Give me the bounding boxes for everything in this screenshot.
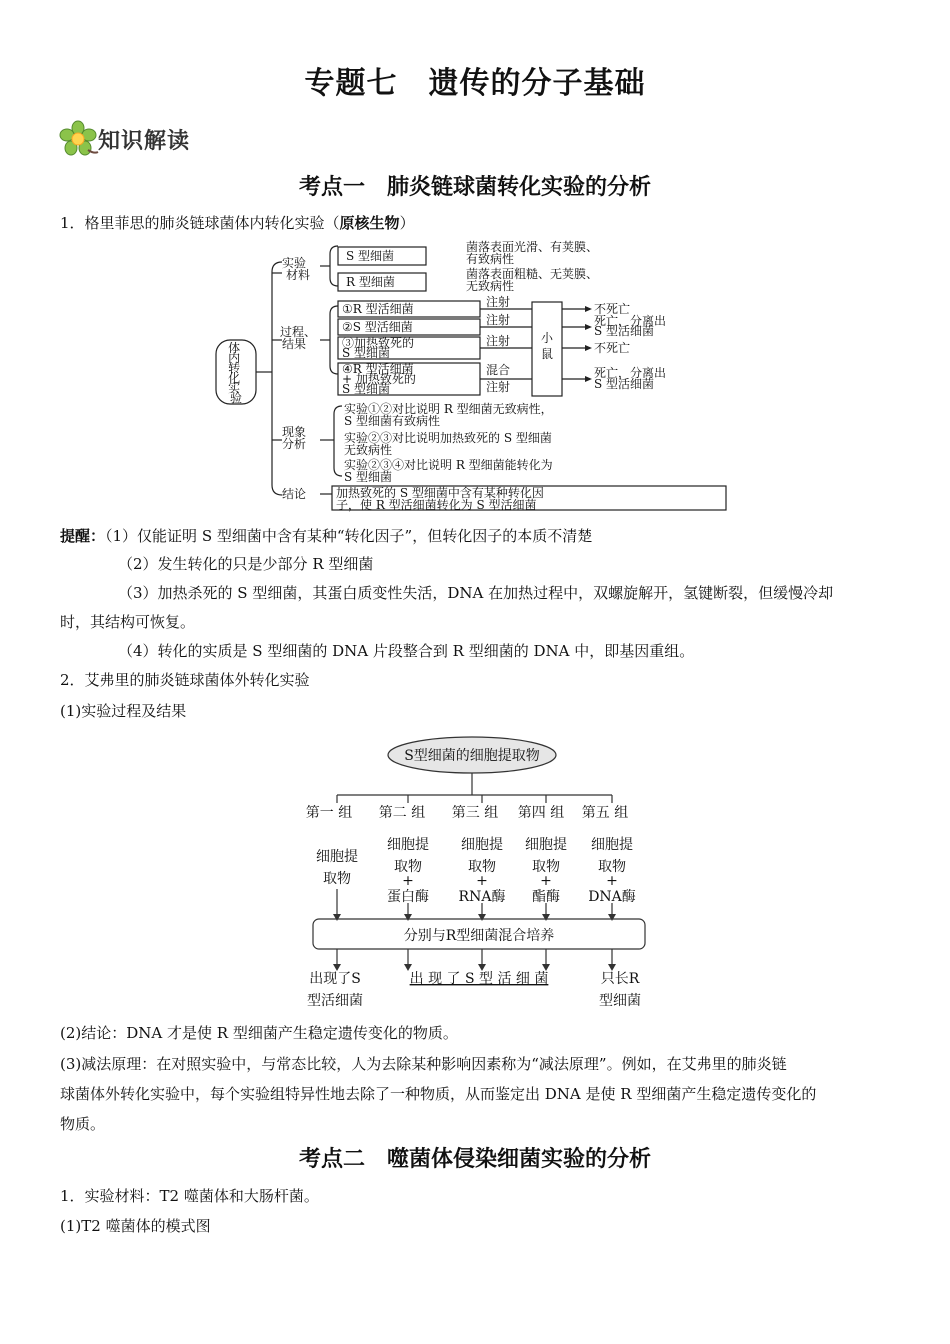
mat-r-desc: 菌落表面粗糙、无荚膜、无致病性 bbox=[466, 267, 599, 293]
outcome-middle: 出 现 了 S 型 活 细 菌 bbox=[409, 971, 549, 987]
tip2: （2）发生转化的只是少部分 R 型细菌 bbox=[118, 555, 374, 573]
mix-culture-box: 分别与R型细菌混合培养 bbox=[403, 928, 555, 944]
item1-suffix: ） bbox=[399, 214, 415, 232]
inject-3: 注射 bbox=[486, 334, 511, 348]
subtraction-principle-c: 物质。 bbox=[60, 1115, 106, 1133]
inject-2: 注射 bbox=[486, 313, 511, 327]
outcome-5: 只长R 型细菌 bbox=[599, 971, 641, 1009]
tip-label: 提醒： bbox=[60, 527, 106, 545]
knowledge-badge bbox=[58, 120, 208, 158]
inject-4: 注射 bbox=[486, 380, 511, 394]
tip1-line bbox=[60, 522, 895, 550]
g3-content: 细胞提取物+ RNA酶 bbox=[458, 837, 506, 905]
g1-content: 细胞提取物 bbox=[316, 849, 358, 887]
item2-1: (1)实验过程及结果 bbox=[60, 702, 187, 720]
section1-heading: 考点一 肺炎链球菌转化实验的分析 bbox=[298, 175, 651, 200]
cat-analysis: 现象分析 bbox=[282, 425, 307, 451]
section2-heading: 考点二 噬菌体侵染细菌实验的分析 bbox=[298, 1147, 651, 1172]
res2: 死亡，分离出 S 型活细菌 bbox=[594, 314, 667, 338]
mat-r-box: R 型细菌 bbox=[346, 275, 395, 289]
root-label: 体 内 转 化 实 验 bbox=[228, 341, 243, 405]
flower-icon bbox=[58, 120, 100, 160]
item1-line bbox=[60, 209, 895, 237]
group-5: 第五 组 bbox=[581, 805, 629, 821]
cat-material: 实验材料 bbox=[282, 256, 311, 282]
outcome-1: 出现了S 型活细菌 bbox=[307, 971, 363, 1009]
tip3a: （3）加热杀死的 S 型细菌，其蛋白质变性失活，DNA 在加热过程中，双螺旋解开，氢键断裂，但缓慢冷却 bbox=[118, 584, 834, 602]
mouse-label: 小鼠 bbox=[541, 331, 554, 361]
group-1: 第一 组 bbox=[305, 805, 353, 821]
avery-diagram bbox=[295, 733, 655, 1013]
extract-ellipse-label: S型细菌的细胞提取物 bbox=[404, 748, 540, 764]
ana2: 实验②③对比说明加热致死的 S 型细菌无致病性 bbox=[344, 431, 552, 457]
conclusion-2: (2)结论：DNA 才是使 R 型细菌产生稳定遗传变化的物质。 bbox=[60, 1024, 458, 1042]
section2-item1: 1．实验材料：T2 噬菌体和大肠杆菌。 bbox=[60, 1187, 319, 1205]
group-3: 第三 组 bbox=[451, 805, 499, 821]
tip4: （4）转化的实质是 S 型细菌的 DNA 片段整合到 R 型细菌的 DNA 中，即基因重组。 bbox=[118, 642, 695, 660]
subtraction-principle-a: (3)减法原理：在对照实验中，与常态比较，人为去除某种影响因素称为“减法原理”。例如，在艾弗里的肺炎链 bbox=[60, 1055, 787, 1073]
proc1-box: ①R 型活细菌 bbox=[342, 302, 414, 316]
proc2-box: ②S 型活细菌 bbox=[342, 320, 413, 334]
mat-s-box: S 型细菌 bbox=[346, 249, 395, 263]
subtraction-principle-b: 球菌体外转化实验中，每个实验组特异性地去除了一种物质，从而鉴定出 DNA 是使 R 型细菌产生稳定遗传变化的 bbox=[60, 1085, 817, 1103]
item1-bold: 原核生物 bbox=[339, 214, 400, 232]
group-4: 第四 组 bbox=[517, 805, 565, 821]
cat-process: 过程、结果 bbox=[280, 325, 317, 351]
tip3b: 时，其结构可恢复。 bbox=[60, 613, 196, 631]
section2-item1-1: (1)T2 噬菌体的模式图 bbox=[60, 1217, 211, 1235]
tip1: （1）仅能证明 S 型细菌中含有某种“转化因子”，但转化因子的本质不清楚 bbox=[105, 527, 593, 545]
res4: 死亡，分离出 S 型活细菌 bbox=[594, 366, 667, 391]
mat-s-desc: 菌落表面光滑、有荚膜、有致病性 bbox=[466, 240, 599, 266]
item1-prefix: 1．格里菲思的肺炎链球菌体内转化实验（ bbox=[60, 214, 340, 232]
g2-content: 细胞提取物+蛋白酶 bbox=[387, 837, 429, 905]
badge-label: 知识解读 bbox=[98, 129, 191, 154]
g5-content: 细胞提取物+ DNA酶 bbox=[588, 837, 636, 905]
mix-label: 混合 bbox=[486, 363, 511, 377]
cat-conclusion: 结论 bbox=[282, 487, 307, 501]
item2: 2．艾弗里的肺炎链球菌体外转化实验 bbox=[60, 671, 310, 689]
ana3: 实验②③④对比说明 R 型细菌能转化为 S 型细菌 bbox=[344, 458, 553, 484]
g4-content: 细胞提取物+酯酶 bbox=[525, 837, 567, 905]
res3: 不死亡 bbox=[594, 341, 631, 355]
griffith-diagram bbox=[210, 240, 740, 515]
inject-1: 注射 bbox=[486, 295, 511, 309]
group-2: 第二 组 bbox=[378, 805, 426, 821]
res1: 不死亡 bbox=[594, 302, 631, 316]
proc3-box: ③加热致死的 S 型细菌 bbox=[342, 336, 415, 360]
page-title: 专题七 遗传的分子基础 bbox=[304, 66, 646, 101]
conclusion-box: 加热致死的 S 型细菌中含有某种转化因子，使 R 型活细菌转化为 S 型活细菌 bbox=[336, 486, 544, 512]
proc4-box: ④R 型活细菌+ 加热致死的 S 型细菌 bbox=[342, 362, 416, 396]
ana1: 实验①②对比说明 R 型细菌无致病性， S 型细菌有致病性 bbox=[344, 402, 553, 428]
